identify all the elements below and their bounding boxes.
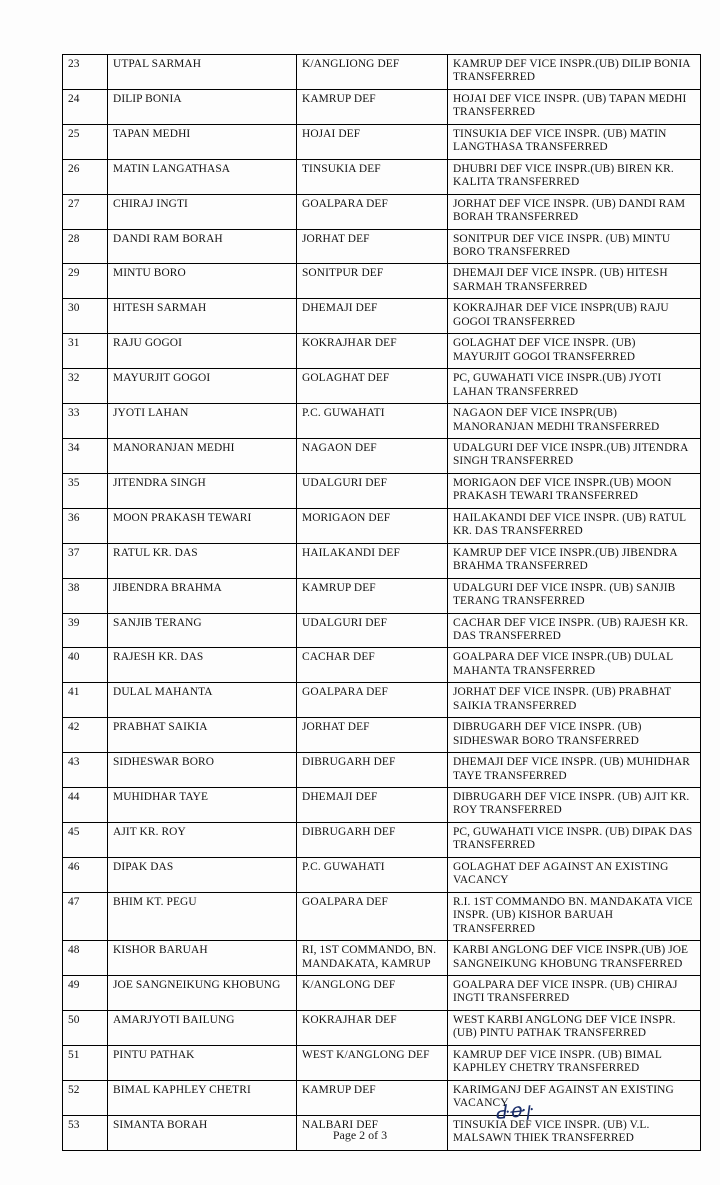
row-present-posting: NALBARI DEF bbox=[297, 1115, 448, 1150]
table-row bbox=[63, 941, 701, 976]
table-row bbox=[63, 369, 701, 404]
row-present-posting: P.C. GUWAHATI bbox=[297, 404, 448, 439]
row-present-posting: GOALPARA DEF bbox=[297, 683, 448, 718]
table-row bbox=[63, 89, 701, 124]
row-present-posting: GOALPARA DEF bbox=[297, 892, 448, 940]
row-name: RAJU GOGOI bbox=[108, 334, 297, 369]
row-name: DIPAK DAS bbox=[108, 857, 297, 892]
row-name: KISHOR BARUAH bbox=[108, 941, 297, 976]
row-present-posting: WEST K/ANGLONG DEF bbox=[297, 1045, 448, 1080]
transfer-table bbox=[62, 54, 701, 1151]
row-present-posting: GOALPARA DEF bbox=[297, 194, 448, 229]
row-name: HITESH SARMAH bbox=[108, 299, 297, 334]
row-serial: 37 bbox=[63, 543, 108, 578]
row-present-posting: KAMRUP DEF bbox=[297, 578, 448, 613]
row-remark: KOKRAJHAR DEF VICE INSPR(UB) RAJU GOGOI TRANSFERRED bbox=[448, 299, 701, 334]
table-row bbox=[63, 543, 701, 578]
row-serial: 24 bbox=[63, 89, 108, 124]
table-row bbox=[63, 613, 701, 648]
row-remark: GOALPARA DEF VICE INSPR.(UB) DULAL MAHANTA TRANSFERRED bbox=[448, 648, 701, 683]
row-name: BIMAL KAPHLEY CHETRI bbox=[108, 1080, 297, 1115]
row-serial: 36 bbox=[63, 508, 108, 543]
row-present-posting: UDALGURI DEF bbox=[297, 473, 448, 508]
table-row bbox=[63, 508, 701, 543]
transfer-table-container bbox=[62, 54, 693, 1151]
row-serial: 50 bbox=[63, 1010, 108, 1045]
row-remark: KAMRUP DEF VICE INSPR.(UB) DILIP BONIA TRANSFERRED bbox=[448, 55, 701, 90]
row-name: JITENDRA SINGH bbox=[108, 473, 297, 508]
table-row bbox=[63, 159, 701, 194]
row-name: MINTU BORO bbox=[108, 264, 297, 299]
row-name: JOE SANGNEIKUNG KHOBUNG bbox=[108, 976, 297, 1011]
table-row bbox=[63, 473, 701, 508]
row-present-posting: DHEMAJI DEF bbox=[297, 788, 448, 823]
table-row bbox=[63, 264, 701, 299]
row-remark: JORHAT DEF VICE INSPR. (UB) PRABHAT SAIKIA TRANSFERRED bbox=[448, 683, 701, 718]
row-remark: SONITPUR DEF VICE INSPR. (UB) MINTU BORO TRANSFERRED bbox=[448, 229, 701, 264]
row-serial: 28 bbox=[63, 229, 108, 264]
row-name: MOON PRAKASH TEWARI bbox=[108, 508, 297, 543]
table-row bbox=[63, 404, 701, 439]
row-serial: 40 bbox=[63, 648, 108, 683]
row-remark: PC, GUWAHATI VICE INSPR.(UB) JYOTI LAHAN TRANSFERRED bbox=[448, 369, 701, 404]
row-present-posting: SONITPUR DEF bbox=[297, 264, 448, 299]
row-remark: KARBI ANGLONG DEF VICE INSPR.(UB) JOE SANGNEIKUNG KHOBUNG TRANSFERRED bbox=[448, 941, 701, 976]
row-serial: 52 bbox=[63, 1080, 108, 1115]
row-name: JIBENDRA BRAHMA bbox=[108, 578, 297, 613]
table-row bbox=[63, 822, 701, 857]
table-row bbox=[63, 648, 701, 683]
row-present-posting: P.C. GUWAHATI bbox=[297, 857, 448, 892]
table-row bbox=[63, 788, 701, 823]
row-serial: 43 bbox=[63, 753, 108, 788]
row-serial: 38 bbox=[63, 578, 108, 613]
row-serial: 41 bbox=[63, 683, 108, 718]
table-row bbox=[63, 753, 701, 788]
page-footer: Page 2 of 3 bbox=[332, 1128, 388, 1142]
row-name: PINTU PATHAK bbox=[108, 1045, 297, 1080]
row-serial: 32 bbox=[63, 369, 108, 404]
row-remark: WEST KARBI ANGLONG DEF VICE INSPR. (UB) PINTU PATHAK TRANSFERRED bbox=[448, 1010, 701, 1045]
table-row bbox=[63, 976, 701, 1011]
row-serial: 25 bbox=[63, 124, 108, 159]
row-serial: 35 bbox=[63, 473, 108, 508]
row-remark: KAMRUP DEF VICE INSPR.(UB) JIBENDRA BRAHMA TRANSFERRED bbox=[448, 543, 701, 578]
row-serial: 53 bbox=[63, 1115, 108, 1150]
table-row bbox=[63, 1010, 701, 1045]
row-remark: PC, GUWAHATI VICE INSPR. (UB) DIPAK DAS TRANSFERRED bbox=[448, 822, 701, 857]
row-serial: 27 bbox=[63, 194, 108, 229]
row-remark: R.I. 1ST COMMANDO BN. MANDAKATA VICE INSPR. (UB) KISHOR BARUAH TRANSFERRED bbox=[448, 892, 701, 940]
table-row bbox=[63, 55, 701, 90]
row-serial: 51 bbox=[63, 1045, 108, 1080]
row-present-posting: DHEMAJI DEF bbox=[297, 299, 448, 334]
table-row bbox=[63, 857, 701, 892]
row-present-posting: KOKRAJHAR DEF bbox=[297, 1010, 448, 1045]
row-present-posting: K/ANGLONG DEF bbox=[297, 976, 448, 1011]
row-serial: 44 bbox=[63, 788, 108, 823]
row-remark: NAGAON DEF VICE INSPR(UB) MANORANJAN MEDHI TRANSFERRED bbox=[448, 404, 701, 439]
table-row bbox=[63, 438, 701, 473]
row-name: MANORANJAN MEDHI bbox=[108, 438, 297, 473]
row-present-posting: DIBRUGARH DEF bbox=[297, 753, 448, 788]
row-serial: 34 bbox=[63, 438, 108, 473]
row-present-posting: KOKRAJHAR DEF bbox=[297, 334, 448, 369]
row-present-posting: RI, 1ST COMMANDO, BN. MANDAKATA, KAMRUP bbox=[297, 941, 448, 976]
table-row bbox=[63, 683, 701, 718]
row-serial: 26 bbox=[63, 159, 108, 194]
row-name: SIMANTA BORAH bbox=[108, 1115, 297, 1150]
table-row bbox=[63, 229, 701, 264]
row-name: SANJIB TERANG bbox=[108, 613, 297, 648]
row-remark: GOLAGHAT DEF VICE INSPR. (UB) MAYURJIT GOGOI TRANSFERRED bbox=[448, 334, 701, 369]
row-remark: DHUBRI DEF VICE INSPR.(UB) BIREN KR. KALITA TRANSFERRED bbox=[448, 159, 701, 194]
row-name: RATUL KR. DAS bbox=[108, 543, 297, 578]
row-remark: CACHAR DEF VICE INSPR. (UB) RAJESH KR. DAS TRANSFERRED bbox=[448, 613, 701, 648]
row-serial: 47 bbox=[63, 892, 108, 940]
table-row bbox=[63, 124, 701, 159]
row-remark: DHEMAJI DEF VICE INSPR. (UB) MUHIDHAR TAYE TRANSFERRED bbox=[448, 753, 701, 788]
row-serial: 48 bbox=[63, 941, 108, 976]
row-name: BHIM KT. PEGU bbox=[108, 892, 297, 940]
row-serial: 45 bbox=[63, 822, 108, 857]
row-remark: DIBRUGARH DEF VICE INSPR. (UB) AJIT KR. ROY TRANSFERRED bbox=[448, 788, 701, 823]
row-remark: KAMRUP DEF VICE INSPR. (UB) BIMAL KAPHLEY CHETRY TRANSFERRED bbox=[448, 1045, 701, 1080]
table-row bbox=[63, 299, 701, 334]
row-name: SIDHESWAR BORO bbox=[108, 753, 297, 788]
row-serial: 31 bbox=[63, 334, 108, 369]
row-present-posting: HOJAI DEF bbox=[297, 124, 448, 159]
table-row bbox=[63, 1045, 701, 1080]
row-present-posting: DIBRUGARH DEF bbox=[297, 822, 448, 857]
row-remark: HOJAI DEF VICE INSPR. (UB) TAPAN MEDHI TRANSFERRED bbox=[448, 89, 701, 124]
row-present-posting: CACHAR DEF bbox=[297, 648, 448, 683]
row-remark: KARIMGANJ DEF AGAINST AN EXISTING VACANCY bbox=[448, 1080, 701, 1115]
row-remark: MORIGAON DEF VICE INSPR.(UB) MOON PRAKASH TEWARI TRANSFERRED bbox=[448, 473, 701, 508]
table-row bbox=[63, 334, 701, 369]
row-present-posting: NAGAON DEF bbox=[297, 438, 448, 473]
row-remark: TINSUKIA DEF VICE INSPR. (UB) MATIN LANGTHASA TRANSFERRED bbox=[448, 124, 701, 159]
table-row bbox=[63, 892, 701, 940]
row-name: MUHIDHAR TAYE bbox=[108, 788, 297, 823]
table-row bbox=[63, 718, 701, 753]
row-remark: JORHAT DEF VICE INSPR. (UB) DANDI RAM BORAH TRANSFERRED bbox=[448, 194, 701, 229]
row-present-posting: HAILAKANDI DEF bbox=[297, 543, 448, 578]
row-remark: TINSUKIA DEF VICE INSPR. (UB) V.L. MALSAWN THIEK TRANSFERRED bbox=[448, 1115, 701, 1150]
row-present-posting: UDALGURI DEF bbox=[297, 613, 448, 648]
row-serial: 29 bbox=[63, 264, 108, 299]
row-name: AJIT KR. ROY bbox=[108, 822, 297, 857]
row-serial: 33 bbox=[63, 404, 108, 439]
row-remark: GOLAGHAT DEF AGAINST AN EXISTING VACANCY bbox=[448, 857, 701, 892]
row-serial: 23 bbox=[63, 55, 108, 90]
row-name: JYOTI LAHAN bbox=[108, 404, 297, 439]
row-name: MATIN LANGATHASA bbox=[108, 159, 297, 194]
row-name: AMARJYOTI BAILUNG bbox=[108, 1010, 297, 1045]
row-name: PRABHAT SAIKIA bbox=[108, 718, 297, 753]
row-present-posting: K/ANGLIONG DEF bbox=[297, 55, 448, 90]
row-name: TAPAN MEDHI bbox=[108, 124, 297, 159]
row-name: RAJESH KR. DAS bbox=[108, 648, 297, 683]
row-remark: HAILAKANDI DEF VICE INSPR. (UB) RATUL KR. DAS TRANSFERRED bbox=[448, 508, 701, 543]
row-present-posting: KAMRUP DEF bbox=[297, 1080, 448, 1115]
row-serial: 30 bbox=[63, 299, 108, 334]
row-remark: DHEMAJI DEF VICE INSPR. (UB) HITESH SARMAH TRANSFERRED bbox=[448, 264, 701, 299]
row-name: DANDI RAM BORAH bbox=[108, 229, 297, 264]
row-present-posting: MORIGAON DEF bbox=[297, 508, 448, 543]
row-serial: 49 bbox=[63, 976, 108, 1011]
row-name: UTPAL SARMAH bbox=[108, 55, 297, 90]
row-remark: UDALGURI DEF VICE INSPR. (UB) SANJIB TERANG TRANSFERRED bbox=[448, 578, 701, 613]
row-present-posting: TINSUKIA DEF bbox=[297, 159, 448, 194]
signature-glyph: ꓒ·ꝋ·ꞁ· bbox=[493, 1099, 535, 1125]
transfer-table-body bbox=[63, 55, 701, 1151]
table-row bbox=[63, 578, 701, 613]
row-remark: UDALGURI DEF VICE INSPR.(UB) JITENDRA SINGH TRANSFERRED bbox=[448, 438, 701, 473]
row-serial: 46 bbox=[63, 857, 108, 892]
row-present-posting: KAMRUP DEF bbox=[297, 89, 448, 124]
row-name: CHIRAJ INGTI bbox=[108, 194, 297, 229]
row-serial: 39 bbox=[63, 613, 108, 648]
table-row bbox=[63, 194, 701, 229]
row-name: MAYURJIT GOGOI bbox=[108, 369, 297, 404]
row-serial: 42 bbox=[63, 718, 108, 753]
row-remark: DIBRUGARH DEF VICE INSPR. (UB) SIDHESWAR BORO TRANSFERRED bbox=[448, 718, 701, 753]
row-remark: GOALPARA DEF VICE INSPR. (UB) CHIRAJ INGTI TRANSFERRED bbox=[448, 976, 701, 1011]
row-present-posting: JORHAT DEF bbox=[297, 229, 448, 264]
row-name: DILIP BONIA bbox=[108, 89, 297, 124]
row-present-posting: GOLAGHAT DEF bbox=[297, 369, 448, 404]
row-name: DULAL MAHANTA bbox=[108, 683, 297, 718]
row-present-posting: JORHAT DEF bbox=[297, 718, 448, 753]
